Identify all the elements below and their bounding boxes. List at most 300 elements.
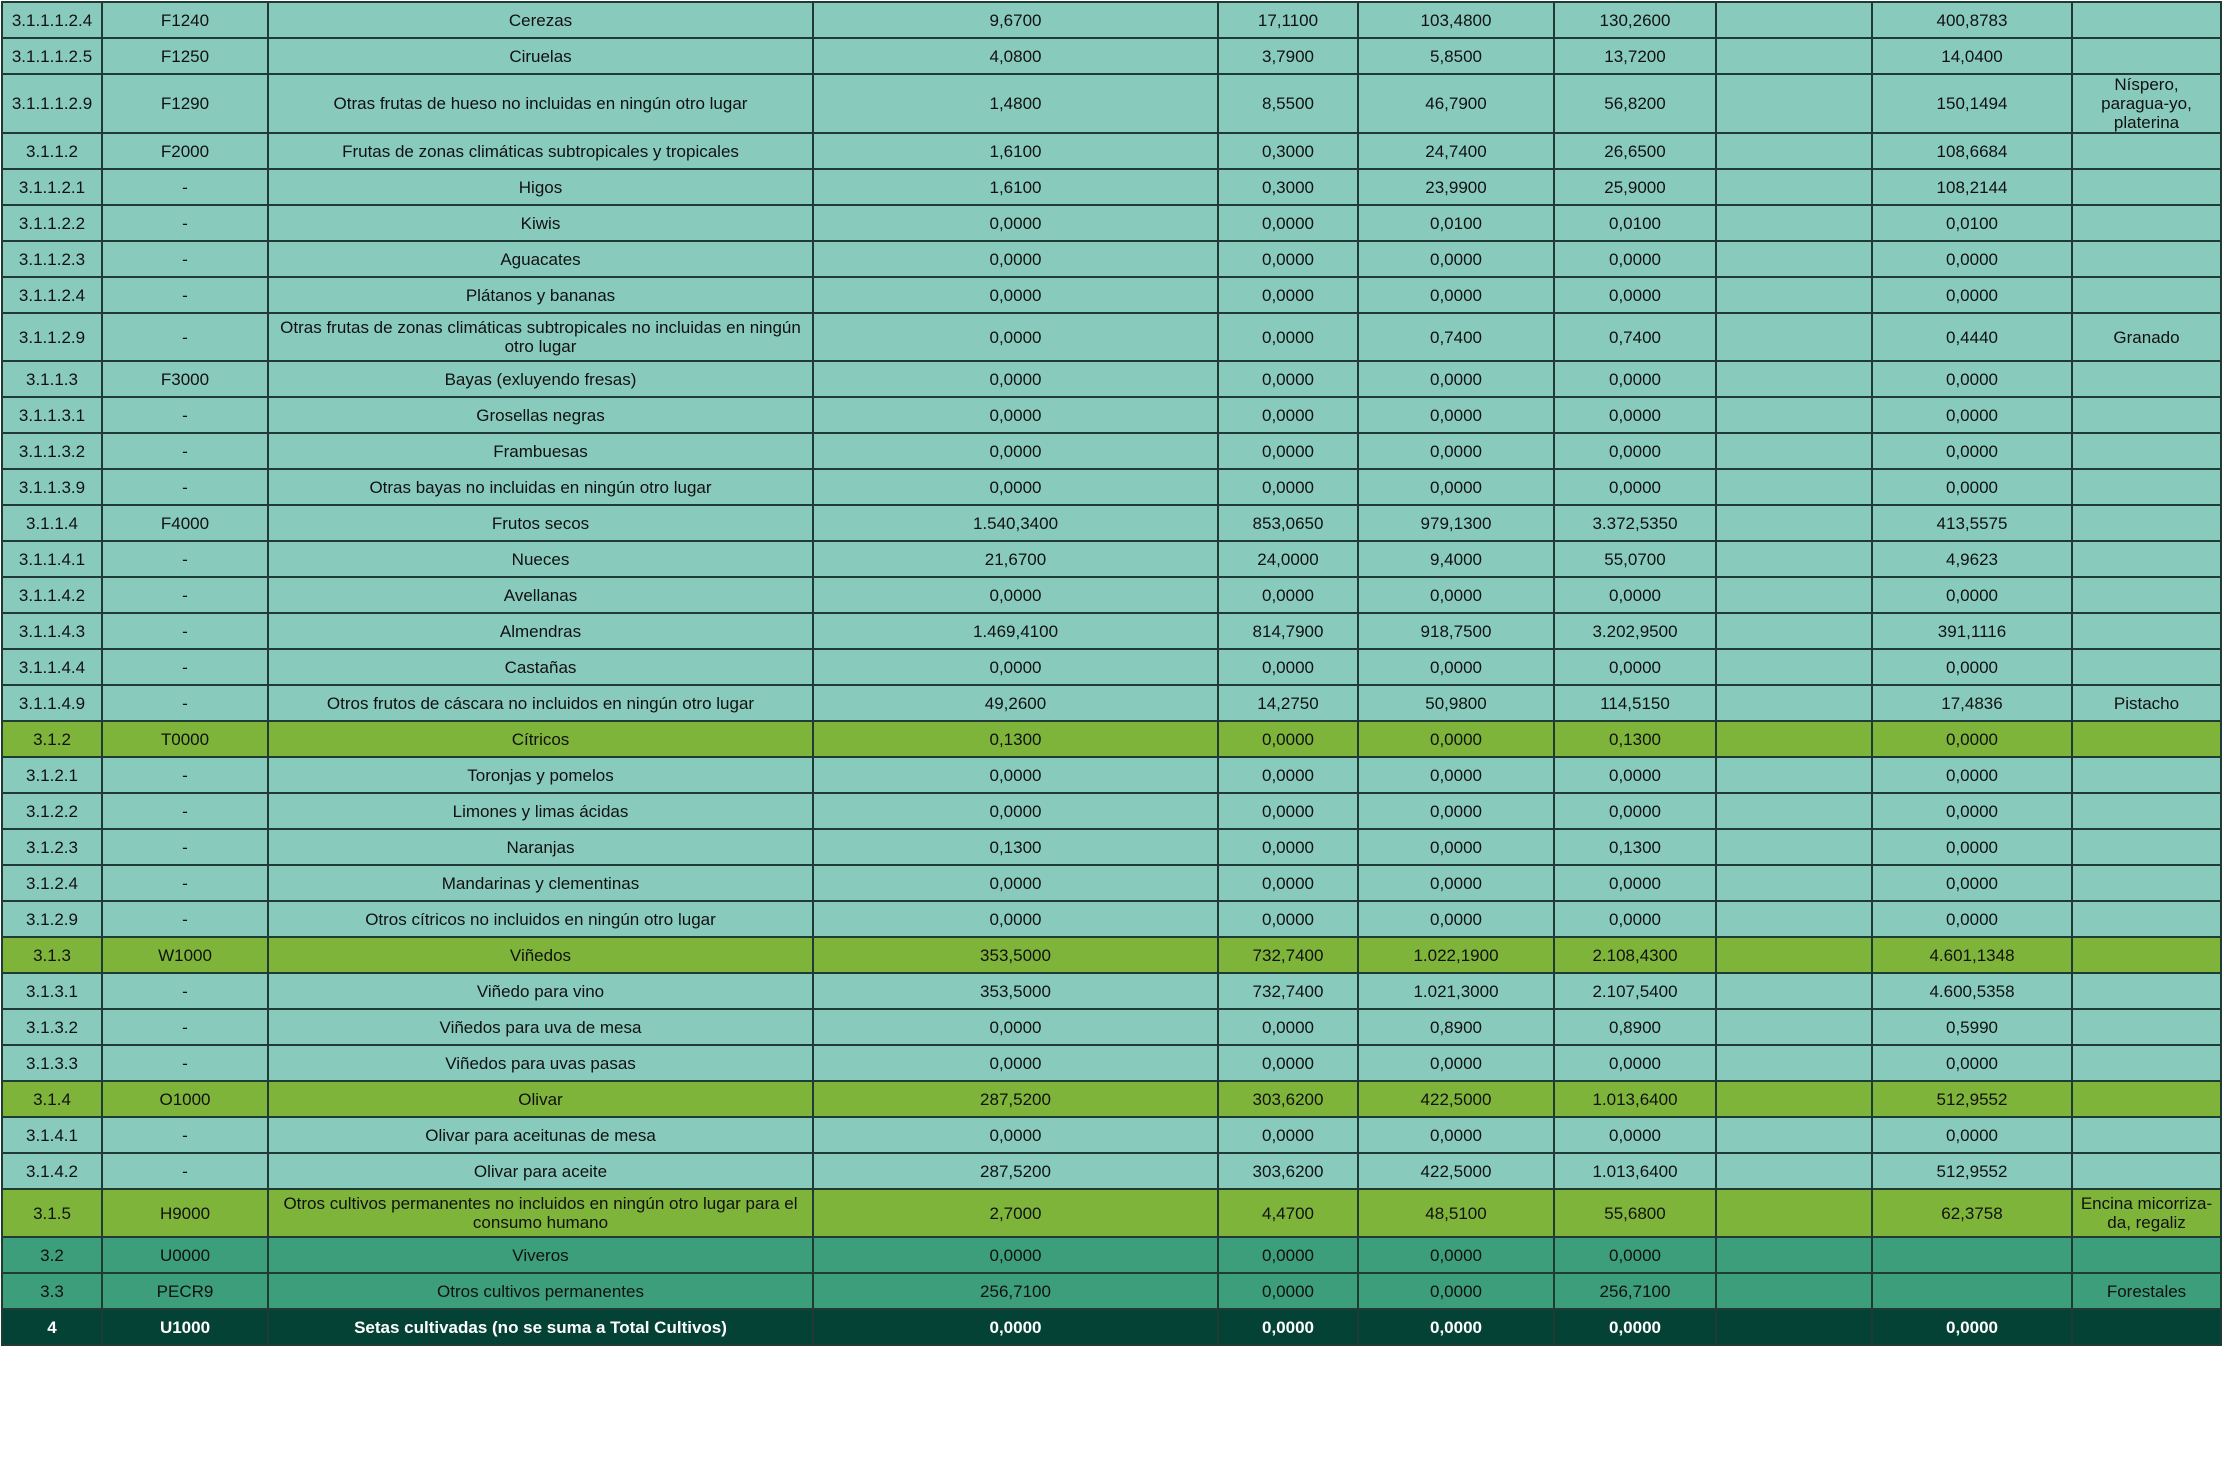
- table-row: [2, 1009, 2221, 1045]
- table-body: [2, 2, 2221, 1345]
- value-col4-cell: 0,1300: [1554, 829, 1716, 865]
- row-id-cell: -: [102, 793, 268, 829]
- value-col4-cell: 0,0000: [1554, 793, 1716, 829]
- value-col1-cell: 0,0000: [813, 757, 1218, 793]
- value-col1-cell: 0,0000: [813, 205, 1218, 241]
- value-col5-cell: [1716, 1309, 1872, 1345]
- table-row: [2, 1117, 2221, 1153]
- value-col2-cell: 303,6200: [1218, 1081, 1358, 1117]
- value-col3-cell: 5,8500: [1358, 38, 1554, 74]
- row-code-cell: 3.1.1.4.1: [2, 541, 102, 577]
- row-id-cell: -: [102, 577, 268, 613]
- value-col1-cell: 0,0000: [813, 397, 1218, 433]
- value-col5-cell: [1716, 1081, 1872, 1117]
- value-col4-cell: 130,2600: [1554, 2, 1716, 38]
- note-cell: [2072, 38, 2221, 74]
- table-row: [2, 397, 2221, 433]
- table-row: [2, 1153, 2221, 1189]
- value-col4-cell: 1.013,6400: [1554, 1153, 1716, 1189]
- value-col3-cell: 0,0000: [1358, 1309, 1554, 1345]
- row-id-cell: -: [102, 757, 268, 793]
- value-col6-cell: 0,0000: [1872, 397, 2072, 433]
- value-col3-cell: 23,9900: [1358, 169, 1554, 205]
- row-name-cell: Setas cultivadas (no se suma a Total Cultivos): [268, 1309, 813, 1345]
- row-name-cell: Nueces: [268, 541, 813, 577]
- table-row: [2, 1273, 2221, 1309]
- value-col5-cell: [1716, 1009, 1872, 1045]
- row-id-cell: -: [102, 1045, 268, 1081]
- value-col6-cell: 4,9623: [1872, 541, 2072, 577]
- row-name-cell: Viñedos para uva de mesa: [268, 1009, 813, 1045]
- table-row: [2, 1189, 2221, 1237]
- row-name-cell: Viveros: [268, 1237, 813, 1273]
- value-col3-cell: 0,0000: [1358, 865, 1554, 901]
- value-col4-cell: 0,0000: [1554, 433, 1716, 469]
- value-col1-cell: 0,0000: [813, 865, 1218, 901]
- table-row: [2, 937, 2221, 973]
- value-col4-cell: 1.013,6400: [1554, 1081, 1716, 1117]
- value-col4-cell: 0,0000: [1554, 865, 1716, 901]
- value-col5-cell: [1716, 901, 1872, 937]
- value-col6-cell: 413,5575: [1872, 505, 2072, 541]
- value-col6-cell: 400,8783: [1872, 2, 2072, 38]
- table-row: [2, 793, 2221, 829]
- table-row: [2, 433, 2221, 469]
- value-col4-cell: 55,0700: [1554, 541, 1716, 577]
- row-id-cell: W1000: [102, 937, 268, 973]
- value-col2-cell: 732,7400: [1218, 937, 1358, 973]
- value-col2-cell: 0,0000: [1218, 757, 1358, 793]
- value-col3-cell: 0,0000: [1358, 901, 1554, 937]
- row-code-cell: 3.1.2.9: [2, 901, 102, 937]
- value-col5-cell: [1716, 793, 1872, 829]
- value-col2-cell: 17,1100: [1218, 2, 1358, 38]
- value-col6-cell: 0,4440: [1872, 313, 2072, 361]
- value-col3-cell: 0,0000: [1358, 577, 1554, 613]
- row-code-cell: 3.1.2.2: [2, 793, 102, 829]
- value-col3-cell: 0,0000: [1358, 757, 1554, 793]
- value-col2-cell: 0,0000: [1218, 793, 1358, 829]
- value-col4-cell: 26,6500: [1554, 133, 1716, 169]
- value-col3-cell: 0,0000: [1358, 1273, 1554, 1309]
- value-col2-cell: 853,0650: [1218, 505, 1358, 541]
- value-col5-cell: [1716, 277, 1872, 313]
- value-col3-cell: 0,0000: [1358, 241, 1554, 277]
- value-col2-cell: 0,3000: [1218, 133, 1358, 169]
- value-col6-cell: 0,5990: [1872, 1009, 2072, 1045]
- row-name-cell: Frutos secos: [268, 505, 813, 541]
- note-cell: [2072, 793, 2221, 829]
- value-col4-cell: 0,0000: [1554, 1309, 1716, 1345]
- value-col4-cell: 3.202,9500: [1554, 613, 1716, 649]
- note-cell: [2072, 973, 2221, 1009]
- row-id-cell: -: [102, 829, 268, 865]
- value-col2-cell: 0,0000: [1218, 1045, 1358, 1081]
- value-col5-cell: [1716, 505, 1872, 541]
- value-col5-cell: [1716, 757, 1872, 793]
- row-code-cell: 3.1.1.3: [2, 361, 102, 397]
- value-col5-cell: [1716, 1189, 1872, 1237]
- table-row: [2, 169, 2221, 205]
- value-col6-cell: 62,3758: [1872, 1189, 2072, 1237]
- value-col6-cell: 0,0000: [1872, 241, 2072, 277]
- value-col2-cell: 0,3000: [1218, 169, 1358, 205]
- row-code-cell: 3.1.2.3: [2, 829, 102, 865]
- value-col2-cell: 0,0000: [1218, 1117, 1358, 1153]
- value-col1-cell: 49,2600: [813, 685, 1218, 721]
- value-col4-cell: 0,0000: [1554, 397, 1716, 433]
- value-col5-cell: [1716, 2, 1872, 38]
- value-col1-cell: 9,6700: [813, 2, 1218, 38]
- row-code-cell: 3.1.1.1.2.4: [2, 2, 102, 38]
- row-id-cell: F1290: [102, 74, 268, 133]
- row-name-cell: Almendras: [268, 613, 813, 649]
- value-col2-cell: 0,0000: [1218, 577, 1358, 613]
- value-col6-cell: 0,0000: [1872, 757, 2072, 793]
- row-id-cell: F1250: [102, 38, 268, 74]
- note-cell: [2072, 133, 2221, 169]
- row-name-cell: Aguacates: [268, 241, 813, 277]
- note-cell: [2072, 937, 2221, 973]
- table-row: [2, 505, 2221, 541]
- note-cell: [2072, 397, 2221, 433]
- value-col6-cell: 4.600,5358: [1872, 973, 2072, 1009]
- value-col6-cell: 0,0000: [1872, 361, 2072, 397]
- row-code-cell: 3.2: [2, 1237, 102, 1273]
- value-col4-cell: 0,0000: [1554, 241, 1716, 277]
- table-row: [2, 38, 2221, 74]
- value-col1-cell: 0,0000: [813, 1309, 1218, 1345]
- row-name-cell: Otras frutas de hueso no incluidas en ningún otro lugar: [268, 74, 813, 133]
- value-col2-cell: 0,0000: [1218, 361, 1358, 397]
- value-col3-cell: 0,0000: [1358, 433, 1554, 469]
- value-col4-cell: 0,8900: [1554, 1009, 1716, 1045]
- note-cell: Encina micorriza-da, regaliz: [2072, 1189, 2221, 1237]
- value-col3-cell: 0,7400: [1358, 313, 1554, 361]
- value-col1-cell: 1,6100: [813, 169, 1218, 205]
- row-name-cell: Viñedo para vino: [268, 973, 813, 1009]
- table-row: [2, 541, 2221, 577]
- table-row: [2, 829, 2221, 865]
- row-name-cell: Olivar: [268, 1081, 813, 1117]
- table-row: [2, 2, 2221, 38]
- value-col1-cell: 1.469,4100: [813, 613, 1218, 649]
- value-col5-cell: [1716, 973, 1872, 1009]
- table-row: [2, 74, 2221, 133]
- value-col2-cell: 0,0000: [1218, 469, 1358, 505]
- row-code-cell: 3.1.1.1.2.9: [2, 74, 102, 133]
- row-name-cell: Naranjas: [268, 829, 813, 865]
- value-col1-cell: 287,5200: [813, 1081, 1218, 1117]
- row-name-cell: Viñedos para uvas pasas: [268, 1045, 813, 1081]
- row-code-cell: 3.1.1.3.9: [2, 469, 102, 505]
- row-code-cell: 3.1.1.4.3: [2, 613, 102, 649]
- value-col3-cell: 0,0000: [1358, 829, 1554, 865]
- value-col4-cell: 2.107,5400: [1554, 973, 1716, 1009]
- value-col3-cell: 0,0000: [1358, 361, 1554, 397]
- row-code-cell: 3.1.5: [2, 1189, 102, 1237]
- value-col1-cell: 0,0000: [813, 433, 1218, 469]
- value-col6-cell: [1872, 1237, 2072, 1273]
- table-row: [2, 577, 2221, 613]
- row-id-cell: -: [102, 685, 268, 721]
- note-cell: [2072, 505, 2221, 541]
- value-col2-cell: 732,7400: [1218, 973, 1358, 1009]
- row-name-cell: Otros cultivos permanentes no incluidos en ningún otro lugar para el consumo humano: [268, 1189, 813, 1237]
- row-code-cell: 3.1.4: [2, 1081, 102, 1117]
- row-id-cell: F2000: [102, 133, 268, 169]
- value-col4-cell: 0,1300: [1554, 721, 1716, 757]
- row-code-cell: 3.1.3: [2, 937, 102, 973]
- note-cell: [2072, 1081, 2221, 1117]
- row-name-cell: Toronjas y pomelos: [268, 757, 813, 793]
- table-row: [2, 973, 2221, 1009]
- value-col6-cell: 150,1494: [1872, 74, 2072, 133]
- value-col4-cell: 0,0000: [1554, 649, 1716, 685]
- table-row: [2, 313, 2221, 361]
- row-id-cell: -: [102, 1117, 268, 1153]
- note-cell: [2072, 757, 2221, 793]
- table-row: [2, 685, 2221, 721]
- row-id-cell: -: [102, 1153, 268, 1189]
- row-id-cell: -: [102, 397, 268, 433]
- row-code-cell: 3.3: [2, 1273, 102, 1309]
- row-id-cell: H9000: [102, 1189, 268, 1237]
- row-name-cell: Frambuesas: [268, 433, 813, 469]
- value-col4-cell: 0,0000: [1554, 901, 1716, 937]
- row-code-cell: 3.1.3.2: [2, 1009, 102, 1045]
- value-col6-cell: 0,0000: [1872, 277, 2072, 313]
- row-id-cell: -: [102, 433, 268, 469]
- value-col1-cell: 4,0800: [813, 38, 1218, 74]
- row-name-cell: Viñedos: [268, 937, 813, 973]
- note-cell: [2072, 2, 2221, 38]
- row-id-cell: -: [102, 469, 268, 505]
- note-cell: [2072, 721, 2221, 757]
- row-id-cell: -: [102, 313, 268, 361]
- value-col5-cell: [1716, 1153, 1872, 1189]
- row-name-cell: Ciruelas: [268, 38, 813, 74]
- note-cell: [2072, 865, 2221, 901]
- value-col2-cell: 0,0000: [1218, 721, 1358, 757]
- value-col3-cell: 422,5000: [1358, 1081, 1554, 1117]
- note-cell: Granado: [2072, 313, 2221, 361]
- row-name-cell: Mandarinas y clementinas: [268, 865, 813, 901]
- row-id-cell: F1240: [102, 2, 268, 38]
- row-id-cell: F4000: [102, 505, 268, 541]
- value-col4-cell: 0,0100: [1554, 205, 1716, 241]
- value-col1-cell: 256,7100: [813, 1273, 1218, 1309]
- row-id-cell: PECR9: [102, 1273, 268, 1309]
- value-col1-cell: 0,0000: [813, 277, 1218, 313]
- value-col2-cell: 0,0000: [1218, 829, 1358, 865]
- note-cell: Forestales: [2072, 1273, 2221, 1309]
- value-col1-cell: 1.540,3400: [813, 505, 1218, 541]
- table-row: [2, 757, 2221, 793]
- row-id-cell: -: [102, 649, 268, 685]
- value-col5-cell: [1716, 133, 1872, 169]
- row-name-cell: Kiwis: [268, 205, 813, 241]
- value-col5-cell: [1716, 433, 1872, 469]
- value-col5-cell: [1716, 577, 1872, 613]
- value-col2-cell: 0,0000: [1218, 397, 1358, 433]
- table-row: [2, 133, 2221, 169]
- value-col3-cell: 0,0000: [1358, 649, 1554, 685]
- row-code-cell: 3.1.2.1: [2, 757, 102, 793]
- row-name-cell: Bayas (exluyendo fresas): [268, 361, 813, 397]
- value-col5-cell: [1716, 937, 1872, 973]
- value-col2-cell: 0,0000: [1218, 1309, 1358, 1345]
- value-col1-cell: 0,0000: [813, 901, 1218, 937]
- note-cell: [2072, 1237, 2221, 1273]
- value-col1-cell: 2,7000: [813, 1189, 1218, 1237]
- row-name-cell: Higos: [268, 169, 813, 205]
- value-col5-cell: [1716, 361, 1872, 397]
- row-name-cell: Cítricos: [268, 721, 813, 757]
- row-name-cell: Olivar para aceitunas de mesa: [268, 1117, 813, 1153]
- value-col2-cell: 0,0000: [1218, 649, 1358, 685]
- table-row: [2, 649, 2221, 685]
- value-col3-cell: 48,5100: [1358, 1189, 1554, 1237]
- crop-data-table: [1, 1, 2222, 1346]
- value-col4-cell: 256,7100: [1554, 1273, 1716, 1309]
- value-col3-cell: 103,4800: [1358, 2, 1554, 38]
- value-col6-cell: 0,0000: [1872, 1117, 2072, 1153]
- value-col2-cell: 0,0000: [1218, 433, 1358, 469]
- value-col4-cell: 2.108,4300: [1554, 937, 1716, 973]
- row-name-cell: Otros frutos de cáscara no incluidos en ningún otro lugar: [268, 685, 813, 721]
- note-cell: [2072, 541, 2221, 577]
- note-cell: [2072, 241, 2221, 277]
- value-col1-cell: 0,0000: [813, 469, 1218, 505]
- value-col6-cell: [1872, 1273, 2072, 1309]
- value-col3-cell: 422,5000: [1358, 1153, 1554, 1189]
- row-code-cell: 3.1.2: [2, 721, 102, 757]
- note-cell: [2072, 1009, 2221, 1045]
- value-col3-cell: 50,9800: [1358, 685, 1554, 721]
- note-cell: [2072, 277, 2221, 313]
- value-col1-cell: 1,6100: [813, 133, 1218, 169]
- value-col2-cell: 24,0000: [1218, 541, 1358, 577]
- row-code-cell: 3.1.1.2.2: [2, 205, 102, 241]
- note-cell: [2072, 1309, 2221, 1345]
- row-id-cell: -: [102, 205, 268, 241]
- value-col6-cell: 4.601,1348: [1872, 937, 2072, 973]
- value-col5-cell: [1716, 38, 1872, 74]
- value-col3-cell: 24,7400: [1358, 133, 1554, 169]
- value-col4-cell: 55,6800: [1554, 1189, 1716, 1237]
- row-id-cell: U1000: [102, 1309, 268, 1345]
- value-col5-cell: [1716, 205, 1872, 241]
- value-col3-cell: 0,0000: [1358, 793, 1554, 829]
- value-col6-cell: 391,1116: [1872, 613, 2072, 649]
- value-col2-cell: 0,0000: [1218, 277, 1358, 313]
- note-cell: Pistacho: [2072, 685, 2221, 721]
- value-col6-cell: 0,0000: [1872, 829, 2072, 865]
- value-col3-cell: 0,0000: [1358, 1237, 1554, 1273]
- row-name-cell: Otros cultivos permanentes: [268, 1273, 813, 1309]
- row-name-cell: Avellanas: [268, 577, 813, 613]
- value-col5-cell: [1716, 613, 1872, 649]
- value-col6-cell: 0,0000: [1872, 433, 2072, 469]
- row-id-cell: -: [102, 901, 268, 937]
- row-code-cell: 3.1.1.2.3: [2, 241, 102, 277]
- row-code-cell: 3.1.1.4.4: [2, 649, 102, 685]
- row-id-cell: -: [102, 541, 268, 577]
- value-col5-cell: [1716, 721, 1872, 757]
- value-col2-cell: 303,6200: [1218, 1153, 1358, 1189]
- value-col2-cell: 8,5500: [1218, 74, 1358, 133]
- value-col3-cell: 0,0000: [1358, 1045, 1554, 1081]
- value-col6-cell: 0,0000: [1872, 469, 2072, 505]
- note-cell: [2072, 1045, 2221, 1081]
- row-id-cell: O1000: [102, 1081, 268, 1117]
- value-col2-cell: 0,0000: [1218, 1237, 1358, 1273]
- value-col2-cell: 814,7900: [1218, 613, 1358, 649]
- value-col5-cell: [1716, 1237, 1872, 1273]
- value-col6-cell: 0,0000: [1872, 577, 2072, 613]
- note-cell: [2072, 169, 2221, 205]
- row-id-cell: F3000: [102, 361, 268, 397]
- row-name-cell: Otras bayas no incluidas en ningún otro lugar: [268, 469, 813, 505]
- table-row: [2, 1081, 2221, 1117]
- table-row: [2, 901, 2221, 937]
- value-col2-cell: 14,2750: [1218, 685, 1358, 721]
- value-col3-cell: 0,0000: [1358, 469, 1554, 505]
- value-col5-cell: [1716, 1045, 1872, 1081]
- note-cell: [2072, 433, 2221, 469]
- row-name-cell: Cerezas: [268, 2, 813, 38]
- value-col5-cell: [1716, 829, 1872, 865]
- note-cell: Níspero, paragua-yo, platerina: [2072, 74, 2221, 133]
- value-col5-cell: [1716, 649, 1872, 685]
- value-col5-cell: [1716, 313, 1872, 361]
- value-col5-cell: [1716, 74, 1872, 133]
- value-col4-cell: 0,0000: [1554, 757, 1716, 793]
- value-col5-cell: [1716, 1273, 1872, 1309]
- row-code-cell: 3.1.1.4.2: [2, 577, 102, 613]
- row-id-cell: U0000: [102, 1237, 268, 1273]
- row-code-cell: 3.1.1.2.4: [2, 277, 102, 313]
- row-code-cell: 3.1.3.3: [2, 1045, 102, 1081]
- note-cell: [2072, 649, 2221, 685]
- table-row: [2, 469, 2221, 505]
- row-name-cell: Plátanos y bananas: [268, 277, 813, 313]
- row-id-cell: -: [102, 169, 268, 205]
- value-col4-cell: 0,0000: [1554, 1117, 1716, 1153]
- value-col2-cell: 0,0000: [1218, 901, 1358, 937]
- value-col4-cell: 25,9000: [1554, 169, 1716, 205]
- value-col6-cell: 512,9552: [1872, 1081, 2072, 1117]
- value-col1-cell: 353,5000: [813, 973, 1218, 1009]
- note-cell: [2072, 577, 2221, 613]
- row-code-cell: 3.1.1.2.9: [2, 313, 102, 361]
- note-cell: [2072, 205, 2221, 241]
- note-cell: [2072, 901, 2221, 937]
- row-id-cell: -: [102, 1009, 268, 1045]
- value-col1-cell: 0,0000: [813, 241, 1218, 277]
- value-col5-cell: [1716, 541, 1872, 577]
- value-col6-cell: 108,2144: [1872, 169, 2072, 205]
- table-row: [2, 721, 2221, 757]
- value-col6-cell: 0,0000: [1872, 901, 2072, 937]
- value-col3-cell: 1.022,1900: [1358, 937, 1554, 973]
- row-code-cell: 3.1.1.2: [2, 133, 102, 169]
- value-col5-cell: [1716, 241, 1872, 277]
- value-col2-cell: 0,0000: [1218, 1273, 1358, 1309]
- value-col5-cell: [1716, 685, 1872, 721]
- value-col3-cell: 0,0000: [1358, 1117, 1554, 1153]
